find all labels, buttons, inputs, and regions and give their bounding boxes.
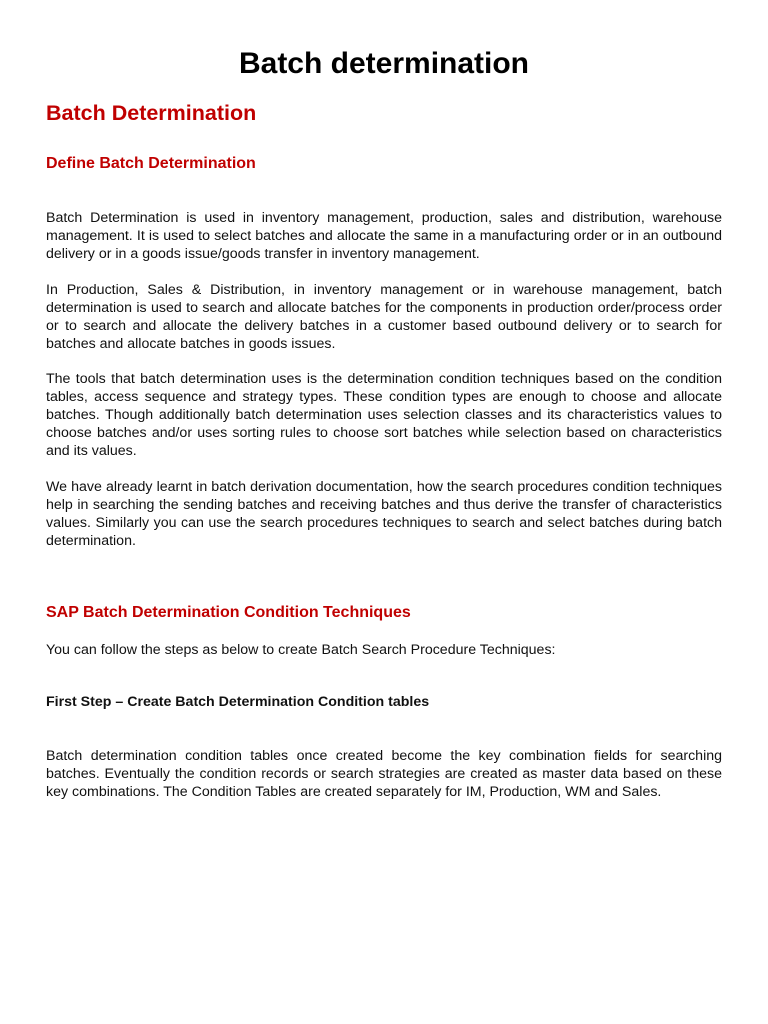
document-title: Batch determination [238,47,530,80]
paragraph-steps-intro: You can follow the steps as below to create Batch Search Procedure Techniques: [46,642,556,658]
paragraph-production-sales: In Production, Sales & Distribution, in inventory management or in warehouse management, batch determination is used to search and allocate batches for the components in production order/process order or to search and allocate the delivery batches in a customer based outbound delivery or to search for batches and allocate batches in goods issues. [46,282,722,352]
paragraph-condition-tables: Batch determination condition tables once created become the key combination fields for searching batches. Eventually the condition records or search strategies are created as master data based on these key combinations. The Condition Tables are created separately for IM, Production, WM and Sales. [46,748,722,800]
section-heading-batch-determination: Batch Determination [46,101,257,125]
paragraph-batch-derivation: We have already learnt in batch derivation documentation, how the search procedures condition techniques help in searching the sending batches and receiving batches and thus derive the transfer of characteristics values. Similarly you can use the search procedures techniques to search and select batches during batch determination. [46,479,722,549]
paragraph-tools: The tools that batch determination uses is the determination condition techniques based on the condition tables, access sequence and strategy types. These condition types are enough to choose and allocate batches. Though additionally batch determination uses selection classes and its characteristics values to choose batches and/or uses sorting rules to choose sort batches while selection based on characteristics and its values. [46,371,722,459]
step-heading-first-step: First Step – Create Batch Determination Condition tables [46,694,430,710]
subheading-sap-condition-techniques: SAP Batch Determination Condition Techniques [46,604,411,621]
subheading-define-batch-determination: Define Batch Determination [46,155,256,172]
paragraph-intro: Batch Determination is used in inventory management, production, sales and distribution, warehouse management. It is used to select batches and allocate the same in a manufacturing order or in an outbound delivery or in a goods issue/goods transfer in inventory management. [46,210,722,262]
